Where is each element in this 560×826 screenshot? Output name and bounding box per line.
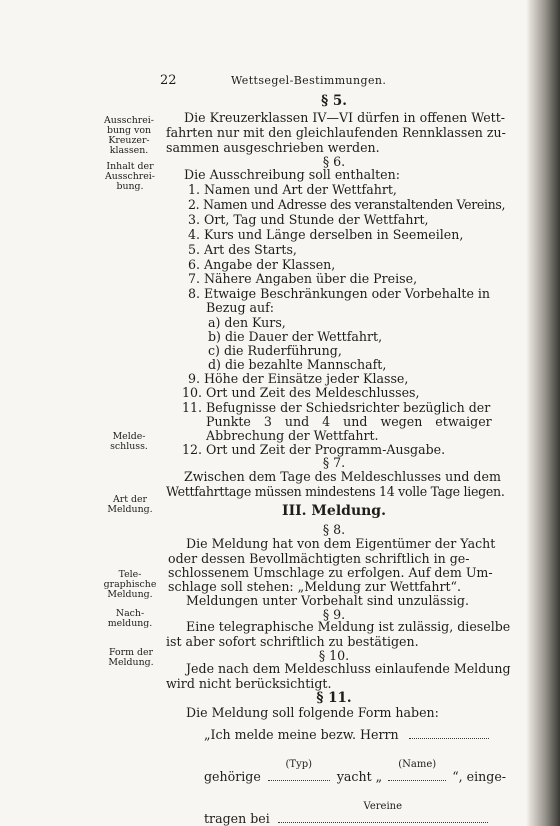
list-item: 3. Ort, Tag und Stunde der Wettfahrt, [188, 212, 429, 227]
section-5-line: fahrten nur mit den gleichlaufenden Rennklassen zu- [166, 125, 506, 140]
form-line-1-text: „Ich melde meine bezw. Herrn [204, 727, 399, 742]
list-item: 8. Etwaige Beschränkungen oder Vorbehalte in [188, 286, 491, 301]
part-heading: III. Meldung. [282, 503, 386, 519]
section-9-line: ist aber sofort schriftlich zu bestätigen. [166, 634, 419, 649]
section-8-line: oder dessen Bevollmächtigten schriftlich in ge- [168, 551, 470, 566]
form-line-2 [204, 759, 507, 784]
page-number: 22 [160, 73, 177, 88]
list-item: 2. Namen und Adresse des veranstaltenden Vereins, [188, 197, 506, 212]
form-tragen-bei: tragen bei [204, 811, 270, 826]
form-blank-name [388, 759, 446, 781]
list-item: Bezug auf: [206, 300, 275, 315]
form-blank-typ [268, 759, 330, 781]
list-item: 10. Ort und Zeit des Meldeschlusses, [182, 385, 420, 400]
list-item: Abbrechung der Wettfahrt. [206, 428, 379, 443]
form-line-1 [204, 728, 489, 742]
form-label-vereine: Vereine [363, 801, 403, 812]
list-item: 4. Kurs und Länge derselben in Seemeilen, [188, 227, 464, 242]
section-5-line: sammen ausgeschrieben werden. [166, 140, 380, 155]
form-blank-herrn [409, 729, 489, 739]
section-8-line: schlage soll stehen: „Meldung zur Wettfahrt“. [168, 579, 461, 594]
form-blank-verein [278, 801, 488, 823]
section-8-line: Die Meldung hat von dem Eigentümer der Yacht [186, 536, 496, 551]
list-item: b) die Dauer der Wettfahrt, [208, 329, 383, 344]
section-10-heading: § 10. [318, 648, 350, 663]
book-page: 22 Wettsegel-Bestimmungen. Ausschrei- bung von Kreuzer- klassen. Inhalt der Ausschrei- bung. Melde- schluss. Art der Meldung. Tele- graphische Meldung. Nach- meldung. Form der Meldung. § 5. Die Kreuzerklassen IV—VI dürfen in offenen Wett- fahrten nur mit den gleichlaufenden Rennklassen zu- sammen ausgeschrieben werden. § 6. Die Ausschreibung soll enthalten: 1. Namen und Art der Wettfahrt, 2. Namen und Adresse des veranstaltenden Vereins, 3. Ort, Tag und Stunde der Wettfahrt, 4. Kurs und Länge derselben in Seemeilen, 5. Art des Starts, 6. Angabe der Klassen, 7. Nähere Angaben über die Preise, 8. Etwaige Beschränkungen oder Vorbehalte in Bezug auf: a) den Kurs, b) die Dauer der Wettfahrt, c) die Ruderführung, d) die bezahlte Mannschaft, 9. Höhe der Einsätze jeder Klasse, 10. Ort und Zeit des Meldeschlusses, 11. Befugnisse der Schiedsrichter bezüglich der Punkte 3 und 4 und wegen etwaiger Abbrechung der Wettfahrt. 12. Ort und Zeit der Programm-Ausgabe. § 7. Zwischen dem Tage des Meldeschlusses und dem Wettfahrttage müssen mindestens 14 volle Tage liegen. III. Meldung. § 8. Die Meldung hat von dem Eigentümer der Yacht oder dessen Bevollmächtigten schriftlich in ge- schlossenem Umschlage zu erfolgen. Auf dem Um- schlage soll stehen: „Meldung zur Wettfahrt“. Meldungen unter Vorbehalt sind unzulässig. § 9. Eine telegraphische Meldung ist zulässig, dieselbe ist aber sofort schriftlich zu bestätigen. § 10. Jede nach dem Meldeschluss einlaufende Meldung wird nicht berücksichtigt. § 11. Die Meldung soll folgende Form haben: „Ich melde meine bezw. Herrn gehörige (Typ) yacht „ (Name) “, einge- tragen bei Vereine [0, 0, 532, 826]
form-close-quote: “, einge- [452, 769, 507, 784]
list-item: 12. Ort und Zeit der Programm-Ausgabe. [182, 442, 446, 457]
list-item: 5. Art des Starts, [188, 242, 297, 257]
section-9-line: Eine telegraphische Meldung ist zulässig, dieselbe [186, 619, 511, 634]
section-6-heading: § 6. [322, 154, 346, 169]
section-10-line: Jede nach dem Meldeschluss einlaufende Meldung [186, 661, 511, 676]
running-title: Wettsegel-Bestimmungen. [231, 74, 387, 87]
form-gehoerige: gehörige [204, 769, 261, 784]
section-11-intro: Die Meldung soll folgende Form haben: [186, 705, 439, 720]
list-item: 7. Nähere Angaben über die Preise, [188, 271, 418, 286]
list-item: 11. Befugnisse der Schiedsrichter bezüglich der [182, 400, 491, 415]
section-5-heading: § 5. [321, 93, 347, 109]
form-yacht: yacht „ [336, 769, 383, 784]
list-item: 9. Höhe der Einsätze jeder Klasse, [188, 371, 409, 386]
section-11-heading: § 11. [316, 690, 352, 706]
form-line-3 [204, 801, 488, 826]
section-8-heading: § 8. [322, 522, 346, 537]
section-7-line: Wettfahrttage müssen mindestens 14 volle Tage liegen. [166, 484, 505, 499]
section-8-line: schlossenem Umschlage zu erfolgen. Auf dem Um- [168, 565, 493, 580]
section-6-intro: Die Ausschreibung soll enthalten: [184, 167, 400, 182]
list-item: d) die bezahlte Mannschaft, [208, 357, 387, 372]
section-7-line: Zwischen dem Tage des Meldeschlusses und dem [184, 469, 501, 484]
form-label-typ: (Typ) [285, 759, 313, 770]
book-spine-edge [532, 0, 560, 826]
list-item: Punkte 3 und 4 und wegen etwaiger [206, 414, 492, 429]
section-5-line: Die Kreuzerklassen IV—VI dürfen in offenen Wett- [184, 110, 506, 125]
section-8-line: Meldungen unter Vorbehalt sind unzulässig. [186, 593, 470, 608]
list-item: 6. Angabe der Klassen, [188, 257, 336, 272]
section-10-line: wird nicht berücksichtigt. [166, 676, 332, 691]
form-label-name: (Name) [398, 759, 437, 770]
section-9-heading: § 9. [322, 607, 346, 622]
list-item: a) den Kurs, [208, 315, 286, 330]
section-7-heading: § 7. [322, 455, 346, 470]
list-item: c) die Ruderführung, [208, 343, 342, 358]
list-item: 1. Namen und Art der Wettfahrt, [188, 182, 397, 197]
